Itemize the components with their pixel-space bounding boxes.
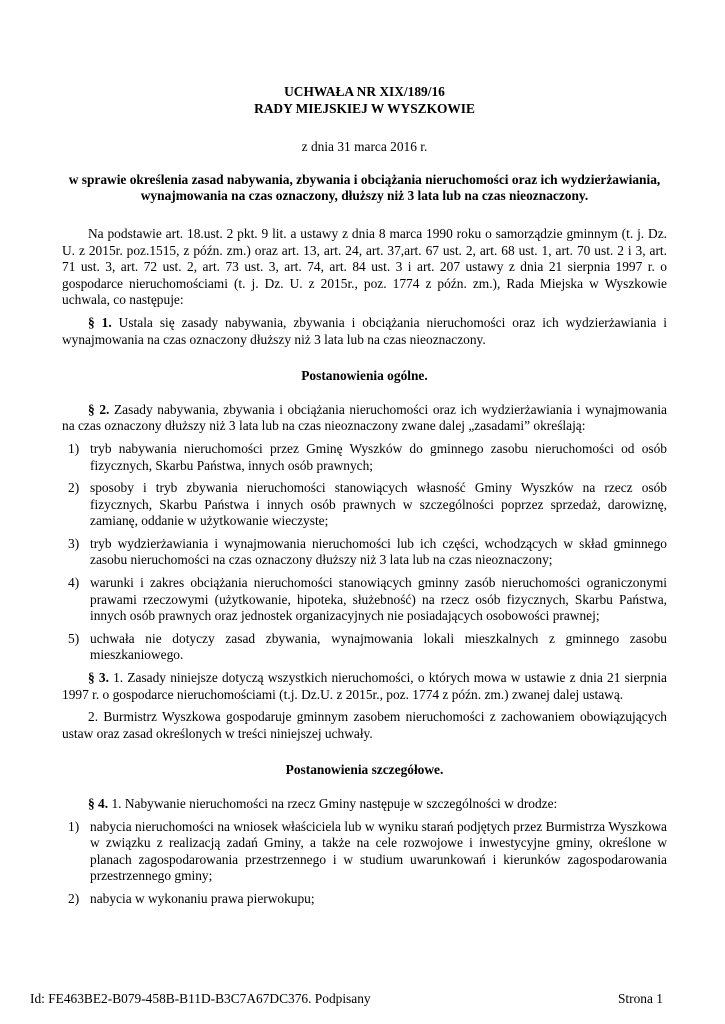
resolution-subject: w sprawie określenia zasad nabywania, zbywania i obciążania nieruchomości oraz ich wydzierżawiania, wynajmowania na czas oznaczony, dłuższy niż 3 lata lub na czas nieoznaczony. — [68, 171, 661, 204]
list-item — [62, 480, 667, 530]
detailed-provisions-heading: Postanowienia szczegółowe. — [285, 762, 444, 778]
list-item-number: 3) — [68, 535, 80, 551]
list-item — [62, 536, 667, 569]
list-item-text: sposoby i tryb zbywania nieruchomości stanowiących własność Gminy Wyszków na rzecz osób fizycznych, Skarbu Państwa i innych osób prawnych w szczególności poprzez sprzedaż, darowiznę, zamianę, oddanie w użytkowanie wieczyste; — [90, 480, 667, 529]
resolution-date: z dnia 31 marca 2016 r. — [301, 139, 428, 155]
section-2-list — [62, 441, 667, 664]
section-3-number: § 3. — [88, 670, 109, 686]
section-4-list — [62, 819, 667, 908]
list-item — [62, 575, 667, 625]
title-line-2: RADY MIEJSKIEJ W WYSZKOWIE — [254, 100, 475, 116]
section-4 — [62, 796, 667, 813]
list-item-number: 5) — [68, 630, 80, 646]
section-4-text: 1. Nabywanie nieruchomości na rzecz Gminy następuje w szczególności w drodze: — [111, 796, 558, 811]
section-1-text: Ustala się zasady nabywania, zbywania i obciążania nieruchomości oraz ich wydzierżawiania i wynajmowania na czas oznaczony dłuższy niż 3 lata lub na czas nieoznaczony. — [62, 314, 667, 347]
section-3 — [62, 670, 667, 703]
list-item-number: 1) — [68, 818, 80, 834]
section-3-paragraph-2: 2. Burmistrz Wyszkowa gospodaruje gminnym zasobem nieruchomości z zachowaniem obowiązujących ustaw oraz zasad określonych w treści niniejszej uchwały. — [62, 709, 667, 741]
list-item — [62, 631, 667, 664]
section-1-number: § 1. — [88, 314, 112, 330]
page-footer — [30, 991, 663, 1007]
list-item-number: 4) — [68, 575, 80, 591]
list-item-text: tryb wydzierżawiania i wynajmowania nieruchomości lub ich części, wchodzących w skład gminnego zasobu nieruchomości na czas oznaczony dłuższy niż 3 lata lub na czas nieoznaczony; — [90, 535, 667, 568]
list-item — [62, 819, 667, 885]
list-item — [62, 891, 667, 908]
section-3-paragraph-1: 1. Zasady niniejsze dotyczą wszystkich nieruchomości, o których mowa w ustawie z dnia 21 sierpnia 1997 r. o gospodarce nieruchomościami (t.j. Dz.U. z 2015r., poz. 1774 z późn. zm.) zwanej dalej ustawą. — [62, 670, 667, 702]
general-provisions-heading: Postanowienia ogólne. — [301, 368, 428, 384]
section-4-number: § 4. — [88, 796, 109, 811]
title-line-1: UCHWAŁA NR XIX/189/16 — [284, 84, 445, 99]
preamble: Na podstawie art. 18.ust. 2 pkt. 9 lit. a ustawy z dnia 8 marca 1990 roku o samorządzie gminnym (t. j. Dz. U. z 2015r. poz.1515, z późn. zm.) oraz art. 13, art. 24, art. 37,art. 67 ust. 2, art. 68 ust. 1, art. 70 ust. 2 i 3, art. 71 ust. 3, art. 72 ust. 2, art. 73 ust. 3, art. 74, art. 84 ust. 3 i art. 207 ustawy z dnia 21 sierpnia 1997 r. o gospodarce nieruchomościami (t. j. Dz. U. z 2015r., poz. 1774 z późn. zm.), Rada Miejska w Wyszkowie uchwala, co następuje: — [62, 225, 667, 308]
section-2 — [62, 402, 667, 435]
list-item-text: warunki i zakres obciążania nieruchomości stanowiących gminny zasób nieruchomości ograniczonymi prawami rzeczowymi (użytkowanie, hipoteka, służebność) na rzecz osób fizycznych, Skarbu Państwa, innych osób prawnych oraz jednostek organizacyjnych nie posiadających osobowości prawnej; — [90, 575, 667, 624]
section-2-number: § 2. — [88, 401, 110, 417]
page-number: Strona 1 — [617, 991, 663, 1006]
section-1 — [62, 315, 667, 348]
document-id: Id: FE463BE2-B079-458B-B11D-B3C7A67DC376. Podpisany — [30, 991, 371, 1006]
list-item-number: 2) — [68, 480, 80, 496]
list-item — [62, 441, 667, 474]
list-item-text: uchwała nie dotyczy zasad zbywania, wynajmowania lokali mieszkalnych z gminnego zasobu mieszkaniowego. — [90, 630, 667, 663]
list-item-text: nabycia w wykonaniu prawa pierwokupu; — [90, 890, 315, 906]
section-2-text: Zasady nabywania, zbywania i obciążania nieruchomości oraz ich wydzierżawiania i wynajmowania na czas oznaczony dłuższy niż 3 lata lub na czas nieoznaczony zwane dalej „zasadami” określają: — [62, 401, 667, 434]
document-page — [62, 84, 667, 908]
list-item-number: 1) — [68, 440, 80, 456]
list-item-number: 2) — [68, 890, 80, 906]
list-item-text: tryb nabywania nieruchomości przez Gminę Wyszków do gminnego zasobu nieruchomości od osób fizycznych, Skarbu Państwa, innych osób prawnych; — [90, 440, 667, 473]
list-item-text: nabycia nieruchomości na wniosek właściciela lub w wyniku starań podjętych przez Burmistrza Wyszkowa w związku z realizacją zadań Gminy, a także na cele rozwojowe i inwestycyjne gminy, określone w planach zagospodarowania przestrzennego i w studium uwarunkowań i kierunków zagospodarowania przestrzennego gminy; — [90, 818, 667, 884]
